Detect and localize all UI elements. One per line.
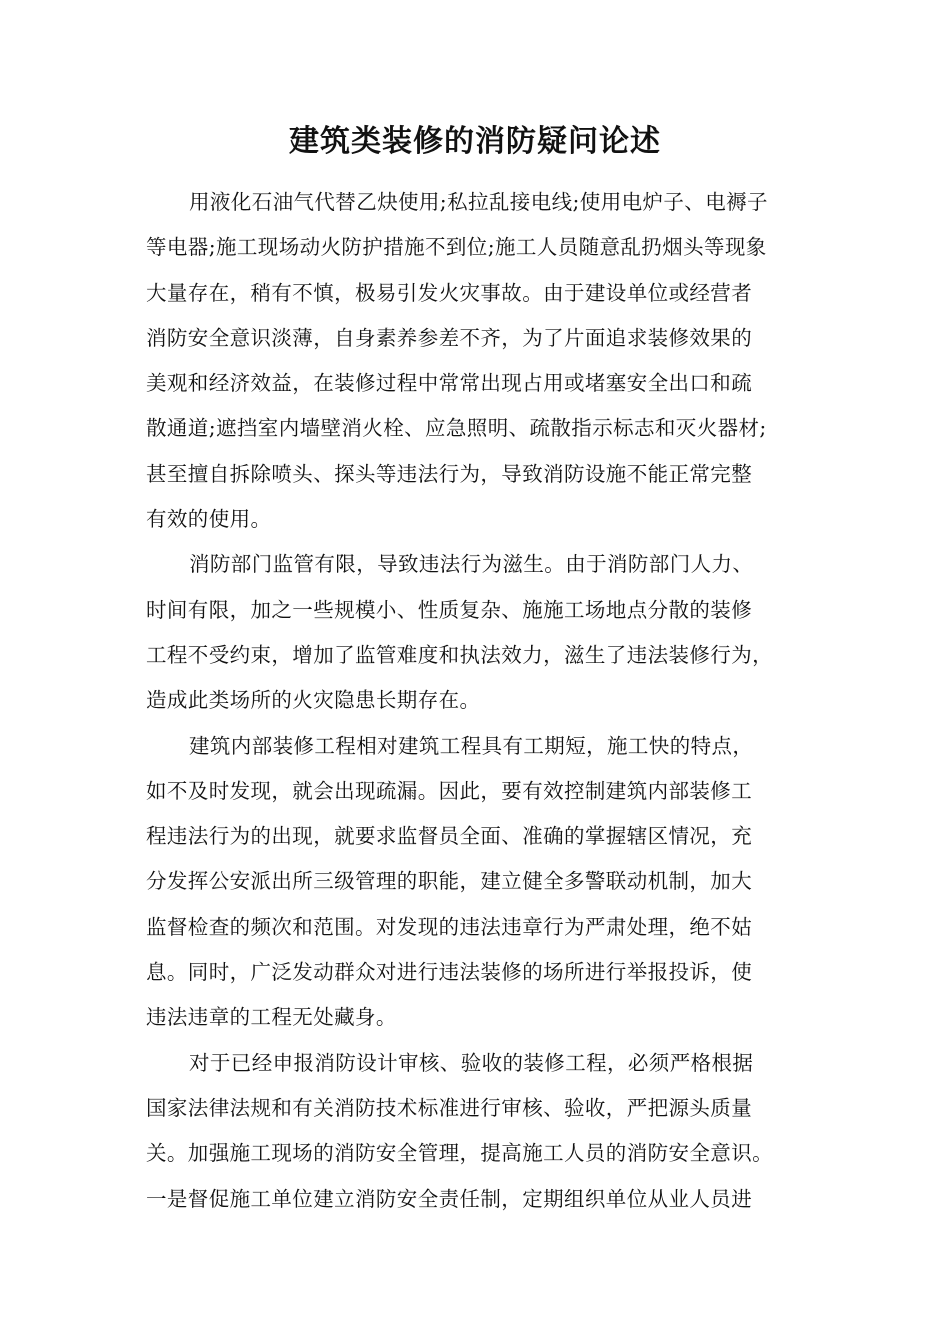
paragraph-1-line-1: 用液化石油气代替乙炔使用;私拉乱接电线;使用电炉子、电褥子	[189, 190, 768, 214]
paragraph-4-line-1: 对于已经申报消防设计审核、验收的装修工程，必须严格根据	[189, 1050, 754, 1075]
paragraph-3-line-7: 违法违章的工程无处藏身。	[146, 1005, 397, 1030]
paragraph-1-line-2: 等电器;施工现场动火防护措施不到位;施工人员随意乱扔烟头等现象	[146, 235, 767, 260]
paragraph-1-line-8: 有效的使用。	[146, 507, 272, 532]
paragraph-3-line-2: 如不及时发现，就会出现疏漏。因此，要有效控制建筑内部装修工	[146, 778, 753, 803]
paragraph-1-line-7: 甚至擅自拆除喷头、探头等违法行为，导致消防设施不能正常完整	[146, 461, 753, 486]
paragraph-4-line-4: 一是督促施工单位建立消防安全责任制，定期组织单位从业人员进	[146, 1186, 753, 1211]
paragraph-3-line-5: 监督检查的频次和范围。对发现的违法违章行为严肃处理，绝不姑	[146, 914, 753, 939]
paragraph-1-line-6: 散通道;遮挡室内墙壁消火栓、应急照明、疏散指示标志和灭火器材;	[146, 416, 767, 441]
paragraph-1-line-4: 消防安全意识淡薄，自身素养参差不齐，为了片面追求装修效果的	[146, 325, 753, 350]
paragraph-3-line-1: 建筑内部装修工程相对建筑工程具有工期短，施工快的特点，	[189, 733, 754, 758]
paragraph-2-line-2: 时间有限，加之一些规模小、性质复杂、施施工场地点分散的装修	[146, 597, 753, 622]
paragraph-1-line-5: 美观和经济效益，在装修过程中常常出现占用或堵塞安全出口和疏	[146, 371, 753, 396]
document-title: 建筑类装修的消防疑问论述	[289, 124, 661, 159]
paragraph-4-line-2: 国家法律法规和有关消防技术标准进行审核、验收，严把源头质量	[146, 1095, 753, 1120]
paragraph-1-line-3: 大量存在，稍有不慎，极易引发火灾事故。由于建设单位或经营者	[146, 280, 753, 305]
paragraph-2-line-3: 工程不受约束，增加了监管难度和执法效力，滋生了违法装修行为，	[146, 642, 773, 667]
paragraph-3-line-3: 程违法行为的出现，就要求监督员全面、准确的掌握辖区情况，充	[146, 824, 753, 849]
paragraph-2-line-1: 消防部门监管有限，导致违法行为滋生。由于消防部门人力、	[189, 552, 754, 577]
paragraph-4-line-3: 关。加强施工现场的消防安全管理，提高施工人员的消防安全意识。	[146, 1141, 773, 1166]
document-body	[146, 180, 826, 1222]
paragraph-3-line-6: 息。同时，广泛发动群众对进行违法装修的场所进行举报投诉，使	[146, 960, 753, 985]
paragraph-3-line-4: 分发挥公安派出所三级管理的职能，建立健全多警联动机制，加大	[146, 869, 753, 894]
paragraph-2-line-4: 造成此类场所的火灾隐患长期存在。	[146, 688, 481, 713]
